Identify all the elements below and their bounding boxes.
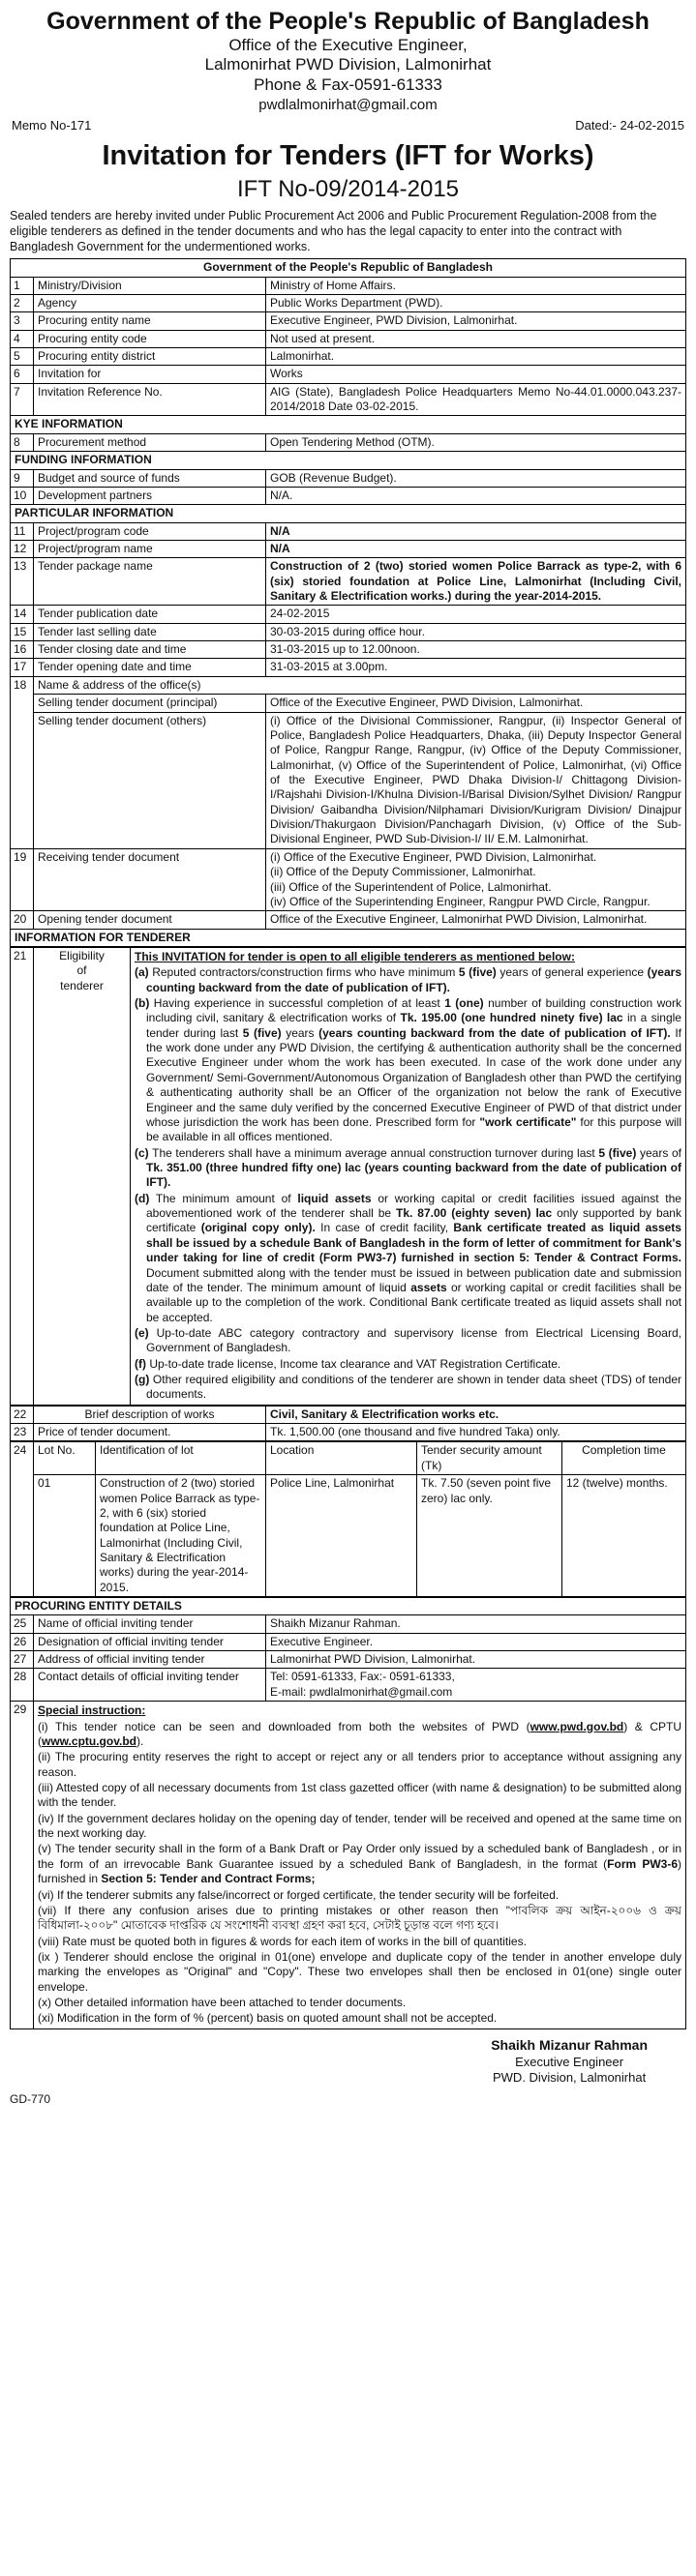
row-label: Tender closing date and time bbox=[34, 641, 266, 659]
criterion-a: (a) Reputed contractors/construction firms who have minimum 5 (five) years of general experience (years counting backward from the date of publication of IFT). bbox=[135, 965, 681, 994]
row-value: Executive Engineer. bbox=[266, 1633, 686, 1650]
table-row bbox=[11, 848, 686, 910]
row-number: 10 bbox=[11, 487, 34, 504]
row-number: 11 bbox=[11, 522, 34, 540]
row-number: 7 bbox=[11, 383, 34, 416]
instruction-x: (x) Other detailed information have been attached to tender documents. bbox=[38, 1996, 407, 2010]
table-row bbox=[11, 540, 686, 557]
row-number: 29 bbox=[11, 1702, 34, 2029]
eligibility-label bbox=[34, 947, 131, 1405]
row-number: 24 bbox=[11, 1442, 34, 1597]
row-label: Project/program name bbox=[34, 540, 266, 557]
row-label: Name of official inviting tender bbox=[34, 1615, 266, 1633]
row-label: Brief description of works bbox=[34, 1406, 266, 1423]
row-label: Procurement method bbox=[34, 433, 266, 451]
col-header-identification: Identification of lot bbox=[96, 1442, 266, 1475]
row-label: Tender opening date and time bbox=[34, 659, 266, 676]
lot-header-row bbox=[11, 1442, 686, 1475]
phone-fax: Phone & Fax-0591-61333 bbox=[254, 75, 442, 95]
row-value: Not used at present. bbox=[266, 330, 686, 347]
instruction-viii: (viii) Rate must be quoted both in figures & words for each item of works in the bill of quantities. bbox=[38, 1934, 527, 1948]
pwd-website-link[interactable]: www.pwd.gov.bd bbox=[530, 1719, 624, 1733]
criterion-e: (e) Up-to-date ABC category contractory and supervisory license from Electrical Licensing Board, Government of Bangladesh. bbox=[135, 1325, 681, 1355]
table-row bbox=[11, 1633, 686, 1650]
footer-code: GD-770 bbox=[10, 2091, 51, 2106]
row-value: 30-03-2015 during office hour. bbox=[266, 623, 686, 640]
lot-number: 01 bbox=[34, 1475, 96, 1597]
ift-number: IFT No-09/2014-2015 bbox=[236, 176, 460, 203]
row-label: Development partners bbox=[34, 487, 266, 504]
lot-completion: 12 (twelve) months. bbox=[562, 1475, 686, 1597]
table-row bbox=[11, 383, 686, 416]
eligibility-criteria bbox=[131, 947, 686, 1405]
section-particular-information: PARTICULAR INFORMATION bbox=[11, 505, 686, 522]
row-number: 15 bbox=[11, 623, 34, 640]
division-name: Lalmonirhat PWD Division, Lalmonirhat bbox=[204, 55, 492, 74]
letterhead bbox=[10, 8, 686, 114]
row-number: 4 bbox=[11, 330, 34, 347]
signatory-name: Shaikh Mizanur Rahman bbox=[491, 2036, 648, 2053]
row-label: Name & address of the office(s) bbox=[34, 676, 686, 694]
row-value: (i) Office of the Divisional Commissioner, Rangpur, (ii) Inspector General of Police, Bangladesh Police Headquarters, Dhaka, (iii) Deputy Inspector General of Police, Rangpur Range, Rangpur, (iv) Office of the Deputy Commissioner, Lalmonirhat, (v) Office of the Superintendent of Police, Lalmonirhat, (vi) Office of the Executive Engineer, PWD Dhaka Division-I/ Chittagong Division-I/Rajshahi Division-I/Khulna Division-I/Barisal Division/Sylhet Division/ Rangpur Division/ Gaibandha Division/Nilphamari Division/Kurigram Division/ Dinajpur Division/Thakurgaon Division/Panchagarh Division, (v) Office of the Sub-Divisional Engineer, PWD Sub-Division-I/ II/ E.M. Lalmonirhat. bbox=[266, 712, 686, 848]
table-row bbox=[11, 366, 686, 383]
table-row bbox=[11, 522, 686, 540]
table-row bbox=[11, 330, 686, 347]
row-label: Selling tender document (principal) bbox=[34, 695, 266, 712]
row-number: 23 bbox=[11, 1424, 34, 1441]
table-row bbox=[11, 1702, 686, 2029]
instruction-iii: (iii) Attested copy of all necessary documents from 1st class gazetted officer (with name & designation) to be submitted along with the tender. bbox=[38, 1781, 681, 1810]
office-name: Office of the Executive Engineer, bbox=[228, 35, 468, 54]
row-number: 27 bbox=[11, 1651, 34, 1669]
row-label: Budget and source of funds bbox=[34, 469, 266, 487]
row-number: 1 bbox=[11, 277, 34, 294]
memo-date: Dated:- 24-02-2015 bbox=[575, 118, 684, 133]
memo-number: Memo No-171 bbox=[12, 118, 92, 133]
table-row bbox=[11, 1615, 686, 1633]
table-row bbox=[11, 348, 686, 366]
signatory-designation: Executive Engineer bbox=[515, 2054, 624, 2069]
table-row bbox=[11, 712, 686, 848]
table-row bbox=[11, 1669, 686, 1702]
row-value: Construction of 2 (two) storied women Police Barrack as type-2, with 6 (six) storied foundation at Police Line, Lalmonirhat (Including Civil, Sanitary & Electrification works.) during the year-2014-2015. bbox=[266, 558, 686, 606]
row-value: Tk. 1,500.00 (one thousand and five hundred Taka) only. bbox=[266, 1424, 686, 1441]
row-number: 21 bbox=[11, 947, 34, 1405]
row-number: 9 bbox=[11, 469, 34, 487]
intro-paragraph: Sealed tenders are hereby invited under Public Procurement Act 2006 and Public Procurement Regulation-2008 from the eligible tenderers as defined in the tender documents and who has the legal capacity to enter into the contract with Bangladesh Government for the undermentioned works. bbox=[10, 209, 657, 254]
table-row bbox=[11, 312, 686, 330]
contact-tel-fax: Tel: 0591-61333, Fax:- 0591-61333, bbox=[270, 1670, 455, 1684]
row-label: Tender package name bbox=[34, 558, 266, 606]
instruction-vii: (vii) If there any confusion arises due to printing mistakes or other reason then "পাবলিক ক্রয় আইন-২০০৬ ও ক্রয় বিধিমালা-২০০৮" মোতাবেক দাপ্তরিক যে সংশোধনী ব্যবস্থা গ্রহণ করা হবে, সেটাই চূড়ান্ত বলে গণ্য হবে। bbox=[38, 1903, 681, 1933]
special-instruction-heading: Special instruction: bbox=[38, 1703, 146, 1718]
instruction-ix: (ix ) Tenderer should enclose the original in 01(one) envelope and duplicate copy of the tender in another envelope duly marking the envelopes as "Original" and "Copy". These two envelopes shall then be enclosed in 01(one) single outer envelope. bbox=[38, 1949, 681, 1994]
receiving-office-item: (i) Office of the Executive Engineer, PWD Division, Lalmonirhat. bbox=[270, 849, 597, 864]
row-number: 8 bbox=[11, 433, 34, 451]
row-number: 6 bbox=[11, 366, 34, 383]
rows-funding bbox=[11, 469, 686, 505]
rows-particular bbox=[11, 522, 686, 676]
government-title: Government of the People's Republic of Bangladesh bbox=[46, 8, 650, 35]
signature-area bbox=[10, 2037, 686, 2087]
table-row bbox=[11, 659, 686, 676]
memo-row bbox=[10, 118, 686, 134]
row-number: 13 bbox=[11, 558, 34, 606]
lot-identification: Construction of 2 (two) storied women Police Barrack as type-2, with 6 (six) storied foundation at Police Line, Lalmonirhat (Including Civil, Sanitary & Electrification works) during the year-2014-2015. bbox=[96, 1475, 266, 1597]
row-number: 14 bbox=[11, 606, 34, 623]
row-label: Selling tender document (others) bbox=[34, 712, 266, 848]
row-label: Receiving tender document bbox=[34, 848, 266, 910]
row-value: 31-03-2015 up to 12.00noon. bbox=[266, 641, 686, 659]
table-row bbox=[11, 469, 686, 487]
row-value: Ministry of Home Affairs. bbox=[266, 277, 686, 294]
eligibility-table bbox=[10, 947, 686, 1406]
criterion-b: (b) Having experience in successful completion of at least 1 (one) number of building construction work including civil, sanitary & electrification works of Tk. 195.00 (one hundred ninety five) lac in a single tender during last 5 (five) years (years counting backward from the date of publication of IFT). If the work done under any PWD Division, the certifying & authentication authority shall be the concerned Executive Engineer under whom the work has been executed. In case of the work done under any Government/ Semi-Government/Autonomous Organization of Bangladesh other than PWD the certifying & authenticating authority shall be an Officer of the organization not below the rank of Executive Engineer and the same duly verified by the concerned Executive Engineer of PWD of that district under whose jurisdiction the work has been done. Prescribed form for "work certificate" for this purpose will be available in all offices mentioned. bbox=[135, 996, 681, 1144]
col-header-lot-no: Lot No. bbox=[34, 1442, 96, 1475]
row-label: Project/program code bbox=[34, 522, 266, 540]
row-number: 20 bbox=[11, 911, 34, 929]
row-label: Procuring entity district bbox=[34, 348, 266, 366]
row-label: Price of tender document. bbox=[34, 1424, 266, 1441]
section-information-for-tenderer: INFORMATION FOR TENDERER bbox=[11, 929, 686, 946]
row-label: Tender last selling date bbox=[34, 623, 266, 640]
row-value: Lalmonirhat PWD Division, Lalmonirhat. bbox=[266, 1651, 686, 1669]
row-label: Designation of official inviting tender bbox=[34, 1633, 266, 1650]
row-value bbox=[266, 1669, 686, 1702]
row-value bbox=[266, 848, 686, 910]
row-number: 5 bbox=[11, 348, 34, 366]
contact-email: E-mail: pwdlalmonirhat@gmail.com bbox=[270, 1684, 453, 1699]
signature-block bbox=[491, 2037, 648, 2087]
table-row bbox=[11, 487, 686, 504]
signatory-office: PWD. Division, Lalmonirhat bbox=[492, 2070, 647, 2086]
lot-row bbox=[11, 1475, 686, 1597]
lot-security: Tk. 7.50 (seven point five zero) lac only. bbox=[417, 1475, 562, 1597]
row-value: Works bbox=[266, 366, 686, 383]
instruction-iv: (iv) If the government declares holiday on the opening day of tender, tender will be received and opened at the same time on the next working day. bbox=[38, 1811, 681, 1841]
row-label: Invitation for bbox=[34, 366, 266, 383]
notice-title: Invitation for Tenders (IFT for Works) bbox=[102, 140, 594, 172]
receiving-office-item: (iv) Office of the Superintending Engineer, Rangpur PWD Circle, Rangpur. bbox=[270, 894, 651, 908]
criterion-g: (g) Other required eligibility and conditions of the tenderer are shown in tender data sheet (TDS) of tender documents. bbox=[135, 1373, 681, 1402]
row-value: Shaikh Mizanur Rahman. bbox=[266, 1615, 686, 1633]
table-row bbox=[11, 606, 686, 623]
row-value: Lalmonirhat. bbox=[266, 348, 686, 366]
row-value: GOB (Revenue Budget). bbox=[266, 469, 686, 487]
row-number: 12 bbox=[11, 540, 34, 557]
row-number: 28 bbox=[11, 1669, 34, 1702]
row-number: 2 bbox=[11, 294, 34, 311]
row-value: Office of the Executive Engineer, PWD Division, Lalmonirhat. bbox=[266, 695, 686, 712]
section-funding-information: FUNDING INFORMATION bbox=[11, 452, 686, 469]
instruction-xi: (xi) Modification in the form of % (percent) basis on quoted amount shall not be accepted. bbox=[38, 2011, 498, 2026]
row-value: AIG (State), Bangladesh Police Headquarters Memo No-44.01.0000.043.237-2014/2018 Date 03-02-2015. bbox=[266, 383, 686, 416]
row-label: Procuring entity code bbox=[34, 330, 266, 347]
table-row bbox=[11, 294, 686, 311]
table-row bbox=[11, 433, 686, 451]
receiving-office-item: (ii) Office of the Deputy Commissioner, Lalmonirhat. bbox=[270, 865, 536, 879]
row-label: Agency bbox=[34, 294, 266, 311]
table-row bbox=[11, 911, 686, 929]
works-table bbox=[10, 1406, 686, 1442]
cptu-website-link[interactable]: www.cptu.gov.bd bbox=[42, 1733, 136, 1748]
row-number: 19 bbox=[11, 848, 34, 910]
eligibility-label-line: of bbox=[76, 963, 87, 978]
office-email: pwdlalmonirhat@gmail.com bbox=[258, 96, 438, 113]
row-number: 3 bbox=[11, 312, 34, 330]
section-procuring-entity-details: PROCURING ENTITY DETAILS bbox=[11, 1598, 686, 1615]
row-value: 31-03-2015 at 3.00pm. bbox=[266, 659, 686, 676]
table-row bbox=[11, 947, 686, 1405]
col-header-tender-security: Tender security amount (Tk) bbox=[417, 1442, 562, 1475]
row-value: N/A. bbox=[266, 487, 686, 504]
table-row bbox=[11, 695, 686, 712]
table-row bbox=[11, 676, 686, 694]
table-row bbox=[11, 623, 686, 640]
row-label: Opening tender document bbox=[34, 911, 266, 929]
procuring-entity-table bbox=[10, 1597, 686, 2029]
instruction-ii: (ii) The procuring entity reserves the right to accept or reject any or all tenders prior to acceptance without assigning any reason. bbox=[38, 1750, 681, 1779]
row-label: Invitation Reference No. bbox=[34, 383, 266, 416]
lot-location: Police Line, Lalmonirhat bbox=[266, 1475, 417, 1597]
eligibility-heading: This INVITATION for tender is open to all eligible tenderers as mentioned below: bbox=[135, 949, 575, 963]
table-title: Government of the People's Republic of Bangladesh bbox=[10, 258, 686, 276]
lot-table bbox=[10, 1441, 686, 1597]
table-row bbox=[11, 1651, 686, 1669]
row-value: N/A bbox=[266, 522, 686, 540]
criterion-c: (c) The tenderers shall have a minimum average annual construction turnover during last 5 (five) years of Tk. 351.00 (three hundred fifty one) lac (years counting backward from the date of publication of IFT). bbox=[135, 1145, 681, 1190]
instruction-vi: (vi) If the tenderer submits any false/incorrect or forged certificate, the tender security will be forfeited. bbox=[38, 1887, 560, 1902]
row-value: Public Works Department (PWD). bbox=[266, 294, 686, 311]
row-number: 25 bbox=[11, 1615, 34, 1633]
table-row bbox=[11, 641, 686, 659]
row-value: 24-02-2015 bbox=[266, 606, 686, 623]
receiving-office-item: (iii) Office of the Superintendent of Police, Lalmonirhat. bbox=[270, 879, 552, 894]
row-number: 26 bbox=[11, 1633, 34, 1650]
col-header-location: Location bbox=[266, 1442, 417, 1475]
instruction-i: (i) This tender notice can be seen and downloaded from both the websites of PWD (www.pwd.gov.bd) & CPTU (www.cptu.gov.bd). bbox=[38, 1719, 681, 1748]
special-instructions bbox=[34, 1702, 686, 2029]
rows-kye bbox=[11, 433, 686, 451]
instruction-v: (v) The tender security shall in the form of a Bank Draft or Pay Order only issued by a scheduled bank of Bangladesh , or in the form of an irrevocable Bank Guarantee issued by a scheduled Bank of Bangladesh, in the format (Form PW3-6) furnished in Section 5: Tender and Contract Forms; bbox=[38, 1842, 681, 1886]
row-value: Executive Engineer, PWD Division, Lalmonirhat. bbox=[266, 312, 686, 330]
table-row bbox=[11, 277, 686, 294]
row-label: Contact details of official inviting tender bbox=[34, 1669, 266, 1702]
row-label: Address of official inviting tender bbox=[34, 1651, 266, 1669]
criterion-f: (f) Up-to-date trade license, Income tax clearance and VAT Registration Certificate. bbox=[135, 1356, 561, 1371]
row-number: 16 bbox=[11, 641, 34, 659]
row-value: Civil, Sanitary & Electrification works etc. bbox=[266, 1406, 686, 1423]
eligibility-label-line: tenderer bbox=[60, 978, 104, 992]
row-value: Open Tendering Method (OTM). bbox=[266, 433, 686, 451]
row-value: Office of the Executive Engineer, Lalmonirhat PWD Division, Lalmonirhat. bbox=[266, 911, 686, 929]
row-number: 22 bbox=[11, 1406, 34, 1423]
table-row bbox=[11, 558, 686, 606]
tender-details-table bbox=[10, 277, 686, 947]
section-kye-information: KYE INFORMATION bbox=[11, 416, 686, 433]
row-value: N/A bbox=[266, 540, 686, 557]
row-label: Procuring entity name bbox=[34, 312, 266, 330]
table-row bbox=[11, 1424, 686, 1441]
col-header-completion-time: Completion time bbox=[562, 1442, 686, 1475]
row-label: Tender publication date bbox=[34, 606, 266, 623]
row-label: Ministry/Division bbox=[34, 277, 266, 294]
table-row bbox=[11, 1406, 686, 1423]
rows-general bbox=[11, 277, 686, 416]
eligibility-label-line: Eligibility bbox=[59, 948, 105, 962]
row-number: 17 bbox=[11, 659, 34, 676]
row-number: 18 bbox=[11, 676, 34, 848]
criterion-d: (d) The minimum amount of liquid assets or working capital or credit facilities issued against the abovementioned work of the tenderer shall be Tk. 87.00 (eighty seven) lac only supported by bank certificate (original copy only). In case of credit facility, Bank certificate treated as liquid assets shall be issued by a schedule Bank of Bangladesh in the form of letter of commitment for Bank's under taking for line of credit (Form PW3-7) furnished in section 5: Tender & Contract Forms. Document submitted along with the tender must be issued in between publication date and submission date of the tender. The minimum amount of liquid assets or working capital or credit facilities shall be available up to the completion of the work. Conditional Bank certificate treated as liquid assets shall not be accepted. bbox=[135, 1191, 681, 1324]
rows-procuring bbox=[11, 1615, 686, 1669]
